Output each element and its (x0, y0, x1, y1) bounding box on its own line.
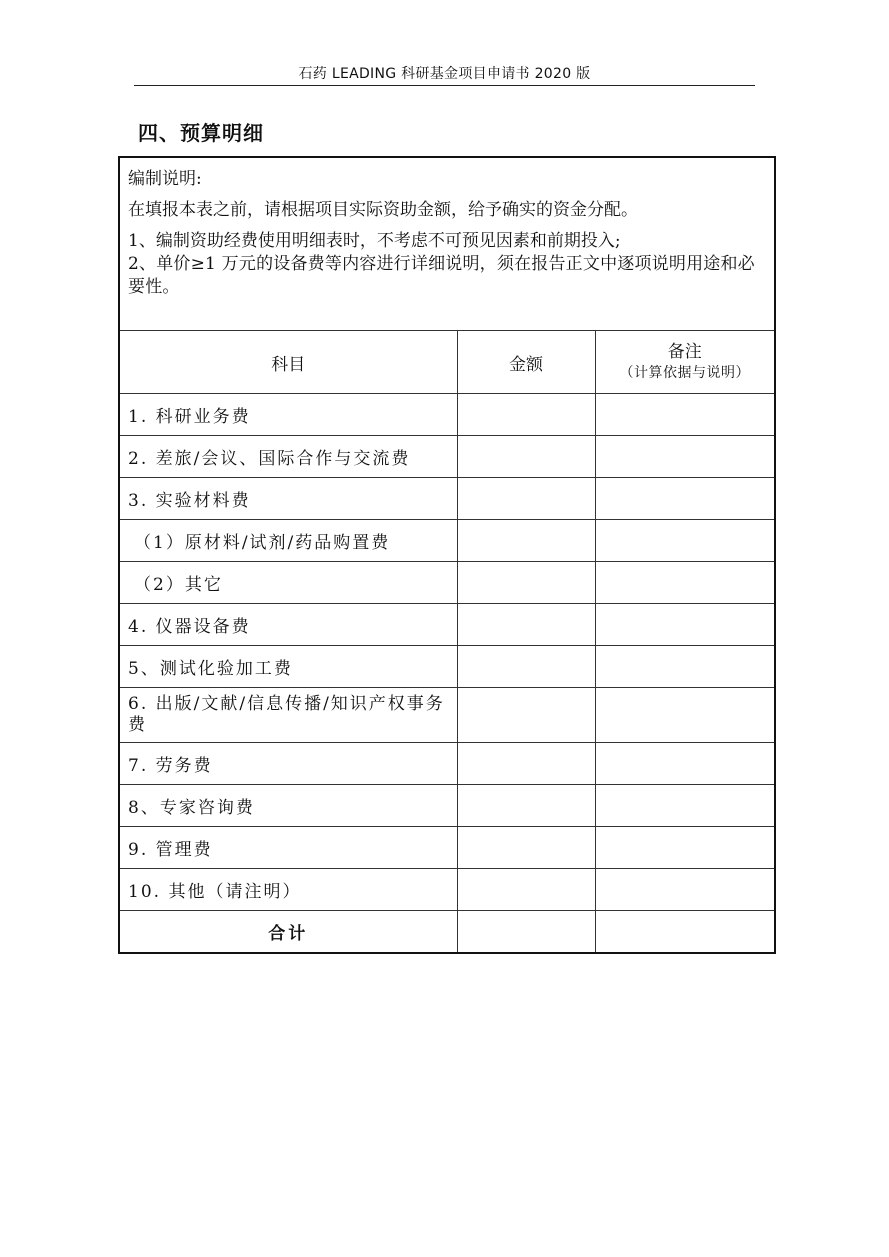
remarks-cell[interactable] (595, 869, 775, 911)
remarks-cell[interactable] (595, 785, 775, 827)
column-header-row (119, 331, 775, 394)
column-header-remarks-subtitle: （计算依据与说明） (619, 365, 751, 381)
remarks-cell[interactable] (595, 827, 775, 869)
row-label: 1. 科研业务费 (119, 394, 457, 436)
table-row (119, 394, 775, 436)
row-label: 5、测试化验加工费 (119, 646, 457, 688)
amount-cell[interactable] (457, 394, 595, 436)
amount-cell[interactable] (457, 743, 595, 785)
table-row (119, 785, 775, 827)
header-divider (134, 85, 755, 86)
notes-cell (119, 157, 775, 331)
table-row (119, 478, 775, 520)
row-label: 9. 管理费 (119, 827, 457, 869)
budget-table (118, 156, 776, 954)
row-label: 7. 劳务费 (119, 743, 457, 785)
amount-cell[interactable] (457, 520, 595, 562)
table-row (119, 688, 775, 743)
column-header-remarks (595, 331, 775, 394)
row-label: 2. 差旅/会议、国际合作与交流费 (119, 436, 457, 478)
amount-cell[interactable] (457, 646, 595, 688)
notes-title: 编制说明: (128, 169, 202, 189)
remarks-cell[interactable] (595, 646, 775, 688)
table-row (119, 827, 775, 869)
notes-line-3: 2、单价≥1 万元的设备费等内容进行详细说明，须在报告正文中逐项说明用途和必要性。 (128, 254, 755, 297)
table-row (119, 869, 775, 911)
remarks-cell[interactable] (595, 394, 775, 436)
table-row (119, 743, 775, 785)
remarks-cell[interactable] (595, 688, 775, 743)
remarks-cell[interactable] (595, 436, 775, 478)
total-remarks-cell[interactable] (595, 911, 775, 954)
column-header-subject: 科目 (119, 331, 457, 394)
table-row (119, 646, 775, 688)
row-label: 8、专家咨询费 (119, 785, 457, 827)
remarks-cell[interactable] (595, 743, 775, 785)
amount-cell[interactable] (457, 562, 595, 604)
row-label: 4. 仪器设备费 (119, 604, 457, 646)
notes-line-2: 1、编制资助经费使用明细表时，不考虑不可预见因素和前期投入; (128, 231, 621, 251)
amount-cell[interactable] (457, 688, 595, 743)
row-label: 6. 出版/文献/信息传播/知识产权事务费 (119, 688, 457, 743)
amount-cell[interactable] (457, 827, 595, 869)
row-label: （2）其它 (119, 562, 457, 604)
row-label: 10. 其他（请注明） (119, 869, 457, 911)
row-label: （1）原材料/试剂/药品购置费 (119, 520, 457, 562)
table-row (119, 562, 775, 604)
amount-cell[interactable] (457, 869, 595, 911)
page-header: 石药 LEADING 科研基金项目申请书 2020 版 (298, 66, 591, 82)
total-row (119, 911, 775, 954)
table-row (119, 604, 775, 646)
remarks-cell[interactable] (595, 520, 775, 562)
section-title: 四、预算明细 (138, 121, 264, 145)
table-row (119, 436, 775, 478)
remarks-cell[interactable] (595, 562, 775, 604)
remarks-cell[interactable] (595, 604, 775, 646)
notes-line-1: 在填报本表之前，请根据项目实际资助金额，给予确实的资金分配。 (128, 200, 638, 220)
total-label: 合计 (119, 911, 457, 954)
column-header-amount: 金额 (457, 331, 595, 394)
amount-cell[interactable] (457, 604, 595, 646)
notes-row (119, 157, 775, 331)
amount-cell[interactable] (457, 436, 595, 478)
column-header-remarks-title: 备注 (667, 342, 702, 362)
amount-cell[interactable] (457, 785, 595, 827)
row-label: 3. 实验材料费 (119, 478, 457, 520)
total-amount-cell[interactable] (457, 911, 595, 954)
remarks-cell[interactable] (595, 478, 775, 520)
amount-cell[interactable] (457, 478, 595, 520)
table-row (119, 520, 775, 562)
